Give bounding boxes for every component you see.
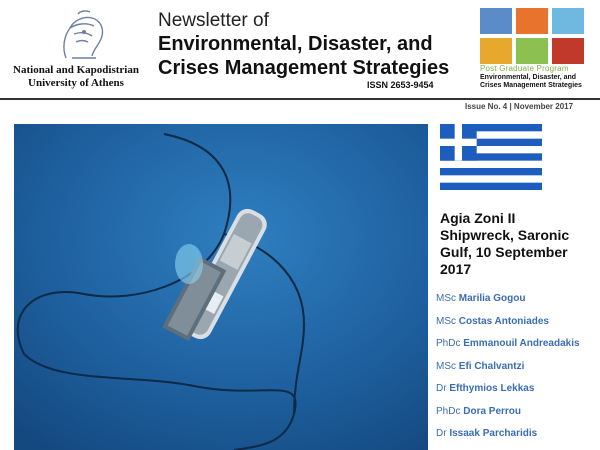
author-item [436, 401, 596, 424]
fire-icon [516, 8, 548, 34]
author-degree: MSc [436, 360, 456, 372]
header-divider [0, 98, 600, 100]
author-name: Efthymios Lekkas [449, 383, 535, 394]
author-item [436, 311, 596, 334]
flood-icon [516, 38, 548, 64]
issn-number: ISSN 2653-9454 [367, 80, 434, 90]
author-degree: Dr [436, 383, 447, 394]
author-item [436, 356, 596, 379]
building-icon [480, 8, 512, 34]
author-name: Dora Perrou [463, 405, 522, 417]
greece-flag-icon [440, 124, 542, 190]
author-name: Efi Chalvantzi [458, 360, 525, 372]
author-name: Marilia Gogou [458, 293, 526, 304]
author-degree: MSc [436, 315, 456, 327]
author-name: Costas Antoniades [458, 315, 549, 327]
author-item [436, 288, 596, 311]
newsletter-title: Environmental, Disaster, and Crises Management Strategies [158, 33, 450, 79]
program-label: Post Graduate Program [480, 64, 569, 73]
author-degree: Dr [436, 428, 447, 439]
author-item [436, 333, 596, 356]
greece-flag [440, 124, 542, 190]
author-list [436, 288, 596, 446]
article-title: Agia Zoni II Shipwreck, Saronic Gulf, 10 September 2017 [440, 210, 570, 277]
biohazard-icon [552, 38, 584, 64]
storm-icon [552, 8, 584, 34]
author-degree: PhDc [436, 338, 461, 349]
author-name: Issaak Parcharidis [449, 428, 538, 439]
author-item [436, 378, 596, 401]
author-degree: MSc [436, 293, 456, 304]
program-subtitle: Environmental, Disaster, and Crises Management Strategies [480, 74, 582, 89]
author-name: Emmanouil Andreadakis [463, 338, 580, 349]
university-name: National and Kapodistrian University of Athens [13, 64, 139, 89]
aerial-shipwreck-photo [14, 124, 428, 450]
athena-head-icon [14, 8, 138, 64]
author-degree: PhDc [436, 405, 461, 417]
author-item [436, 423, 596, 446]
program-logo-tiles [480, 8, 584, 64]
issue-line: Issue No. 4 | November 2017 [465, 102, 574, 111]
newsletter-label: Newsletter of [158, 10, 269, 31]
people-icon [480, 38, 512, 64]
article-photo [14, 124, 428, 450]
